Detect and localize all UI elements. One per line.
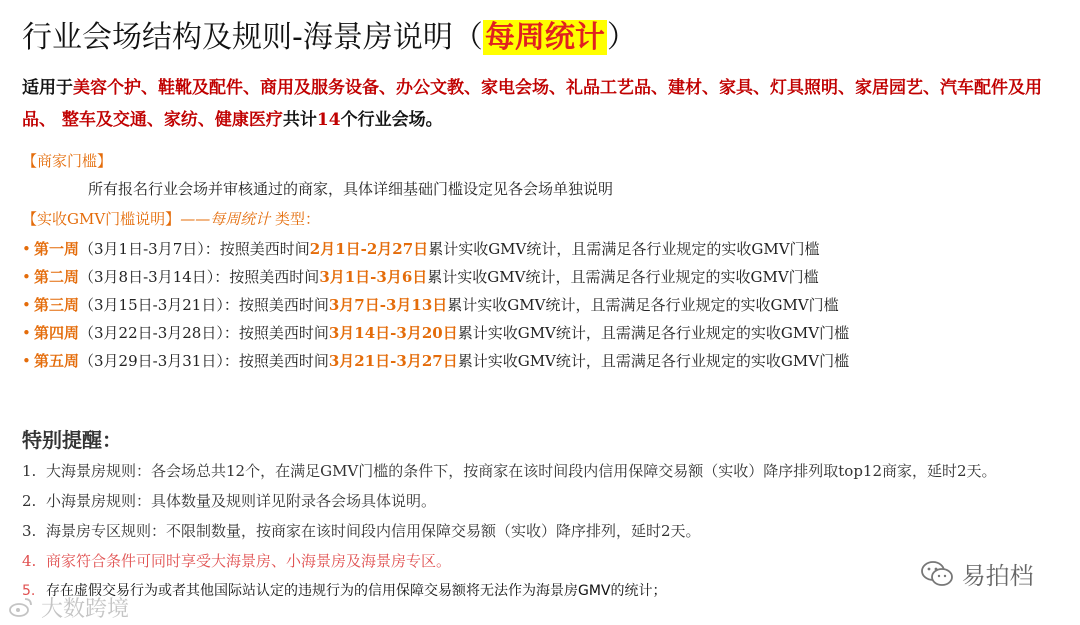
title-highlight: 每周统计 (484, 20, 605, 55)
list-item (22, 291, 849, 319)
week-rule: 累计实收GMV统计，且需满足各行业规定的实收GMV门槛 (428, 240, 820, 258)
week-rule: 累计实收GMV统计，且需满足各行业规定的实收GMV门槛 (457, 352, 850, 370)
list-item (22, 516, 997, 546)
intro-paragraph (22, 72, 1062, 136)
title-close: ） (606, 20, 637, 55)
intro-categories: 美容个护、鞋靴及配件、商用及服务设备、办公文教、家电会场、礼品工艺品、建材、家具、灯具照明、家居园艺、汽车配件及用品、 整车及交通、家纺、健康医疗 (22, 78, 1042, 130)
week-list (22, 235, 849, 375)
page-title (22, 12, 637, 56)
tip-number: 4. (22, 552, 37, 570)
week-name: 第一周 (34, 240, 80, 258)
list-item (22, 263, 849, 291)
title-main: 行业会场结构及规则-海景房说明（ (22, 20, 483, 55)
bullet: • (22, 296, 31, 314)
tip-number: 1. (22, 462, 37, 480)
tip-text: 存在虚假交易行为或者其他国际站认定的违规行为的信用保障交易额将无法作为海景房GMV的统计； (46, 583, 667, 599)
week-name: 第四周 (34, 324, 80, 342)
list-item (22, 486, 997, 516)
gmv-section-label (22, 208, 320, 229)
gmv-emphasis: ——每周统计 (180, 210, 271, 228)
week-name: 第二周 (34, 268, 80, 286)
merchant-section-label: 【商家门槛】 (22, 152, 113, 170)
tip-text: 商家符合条件可同时享受大海景房、小海景房及海景房专区。 (46, 552, 452, 570)
bullet: • (22, 352, 31, 370)
week-name: 第三周 (34, 296, 80, 314)
watermark-right-text: 易拍档 (961, 562, 1034, 590)
list-item (22, 576, 997, 606)
watermark-left (8, 592, 129, 625)
weibo-icon (8, 595, 34, 625)
tip-text: 海景房专区规则：不限制数量，按商家在该时间段内信用保障交易额（实收）降序排列，延时2天。 (46, 522, 701, 540)
week-range: 3月21日-3月27日 (328, 352, 458, 370)
gmv-suffix: 类型： (270, 210, 320, 228)
intro-prefix: 适用于 (22, 78, 73, 98)
watermark-left-text: 大数跨境 (41, 597, 130, 622)
bullet: • (22, 240, 31, 258)
week-range: 3月7日-3月13日 (328, 296, 448, 314)
week-rule: 累计实收GMV统计，且需满足各行业规定的实收GMV门槛 (447, 296, 839, 314)
tip-text: 小海景房规则：具体数量及规则详见附录各会场具体说明。 (46, 492, 437, 510)
list-item (22, 456, 997, 486)
list-item (22, 546, 997, 576)
week-period: （3月22日-3月28日）：按照美西时间 (79, 324, 329, 342)
list-item (22, 347, 849, 375)
week-range: 3月14日-3月20日 (328, 324, 458, 342)
week-range: 3月1日-3月6日 (319, 268, 428, 286)
week-name: 第五周 (34, 352, 80, 370)
list-item (22, 319, 849, 347)
tips-list (22, 456, 997, 606)
week-range: 2月1日-2月27日 (309, 240, 429, 258)
tip-number: 2. (22, 492, 37, 510)
week-period: （3月1日-3月7日）：按照美西时间 (79, 240, 310, 258)
week-period: （3月8日-3月14日）：按照美西时间 (79, 268, 320, 286)
list-item (22, 235, 849, 263)
week-period: （3月15日-3月21日）：按照美西时间 (79, 296, 329, 314)
tips-title: 特别提醒： (22, 428, 122, 452)
week-period: （3月29日-3月31日）：按照美西时间 (79, 352, 329, 370)
week-rule: 累计实收GMV统计，且需满足各行业规定的实收GMV门槛 (457, 324, 850, 342)
bullet: • (22, 268, 31, 286)
intro-suffix-a: 共计 (282, 110, 317, 130)
merchant-section-text: 所有报名行业会场并审核通过的商家，具体详细基础门槛设定见各会场单独说明 (88, 180, 614, 198)
gmv-label: 【实收GMV门槛说明】 (22, 210, 181, 228)
bullet: • (22, 324, 31, 342)
intro-count: 14 (316, 110, 341, 130)
intro-suffix-b: 个行业会场。 (340, 110, 443, 130)
week-rule: 累计实收GMV统计，且需满足各行业规定的实收GMV门槛 (427, 268, 819, 286)
tip-number: 5. (22, 583, 36, 599)
watermark-right (920, 556, 1034, 594)
tip-text: 大海景房规则：各会场总共12个，在满足GMV门槛的条件下，按商家在该时间段内信用保障交易额（实收）降序排列取top12商家，延时2天。 (46, 462, 997, 480)
tip-number: 3. (22, 522, 37, 540)
wechat-icon (920, 560, 954, 594)
